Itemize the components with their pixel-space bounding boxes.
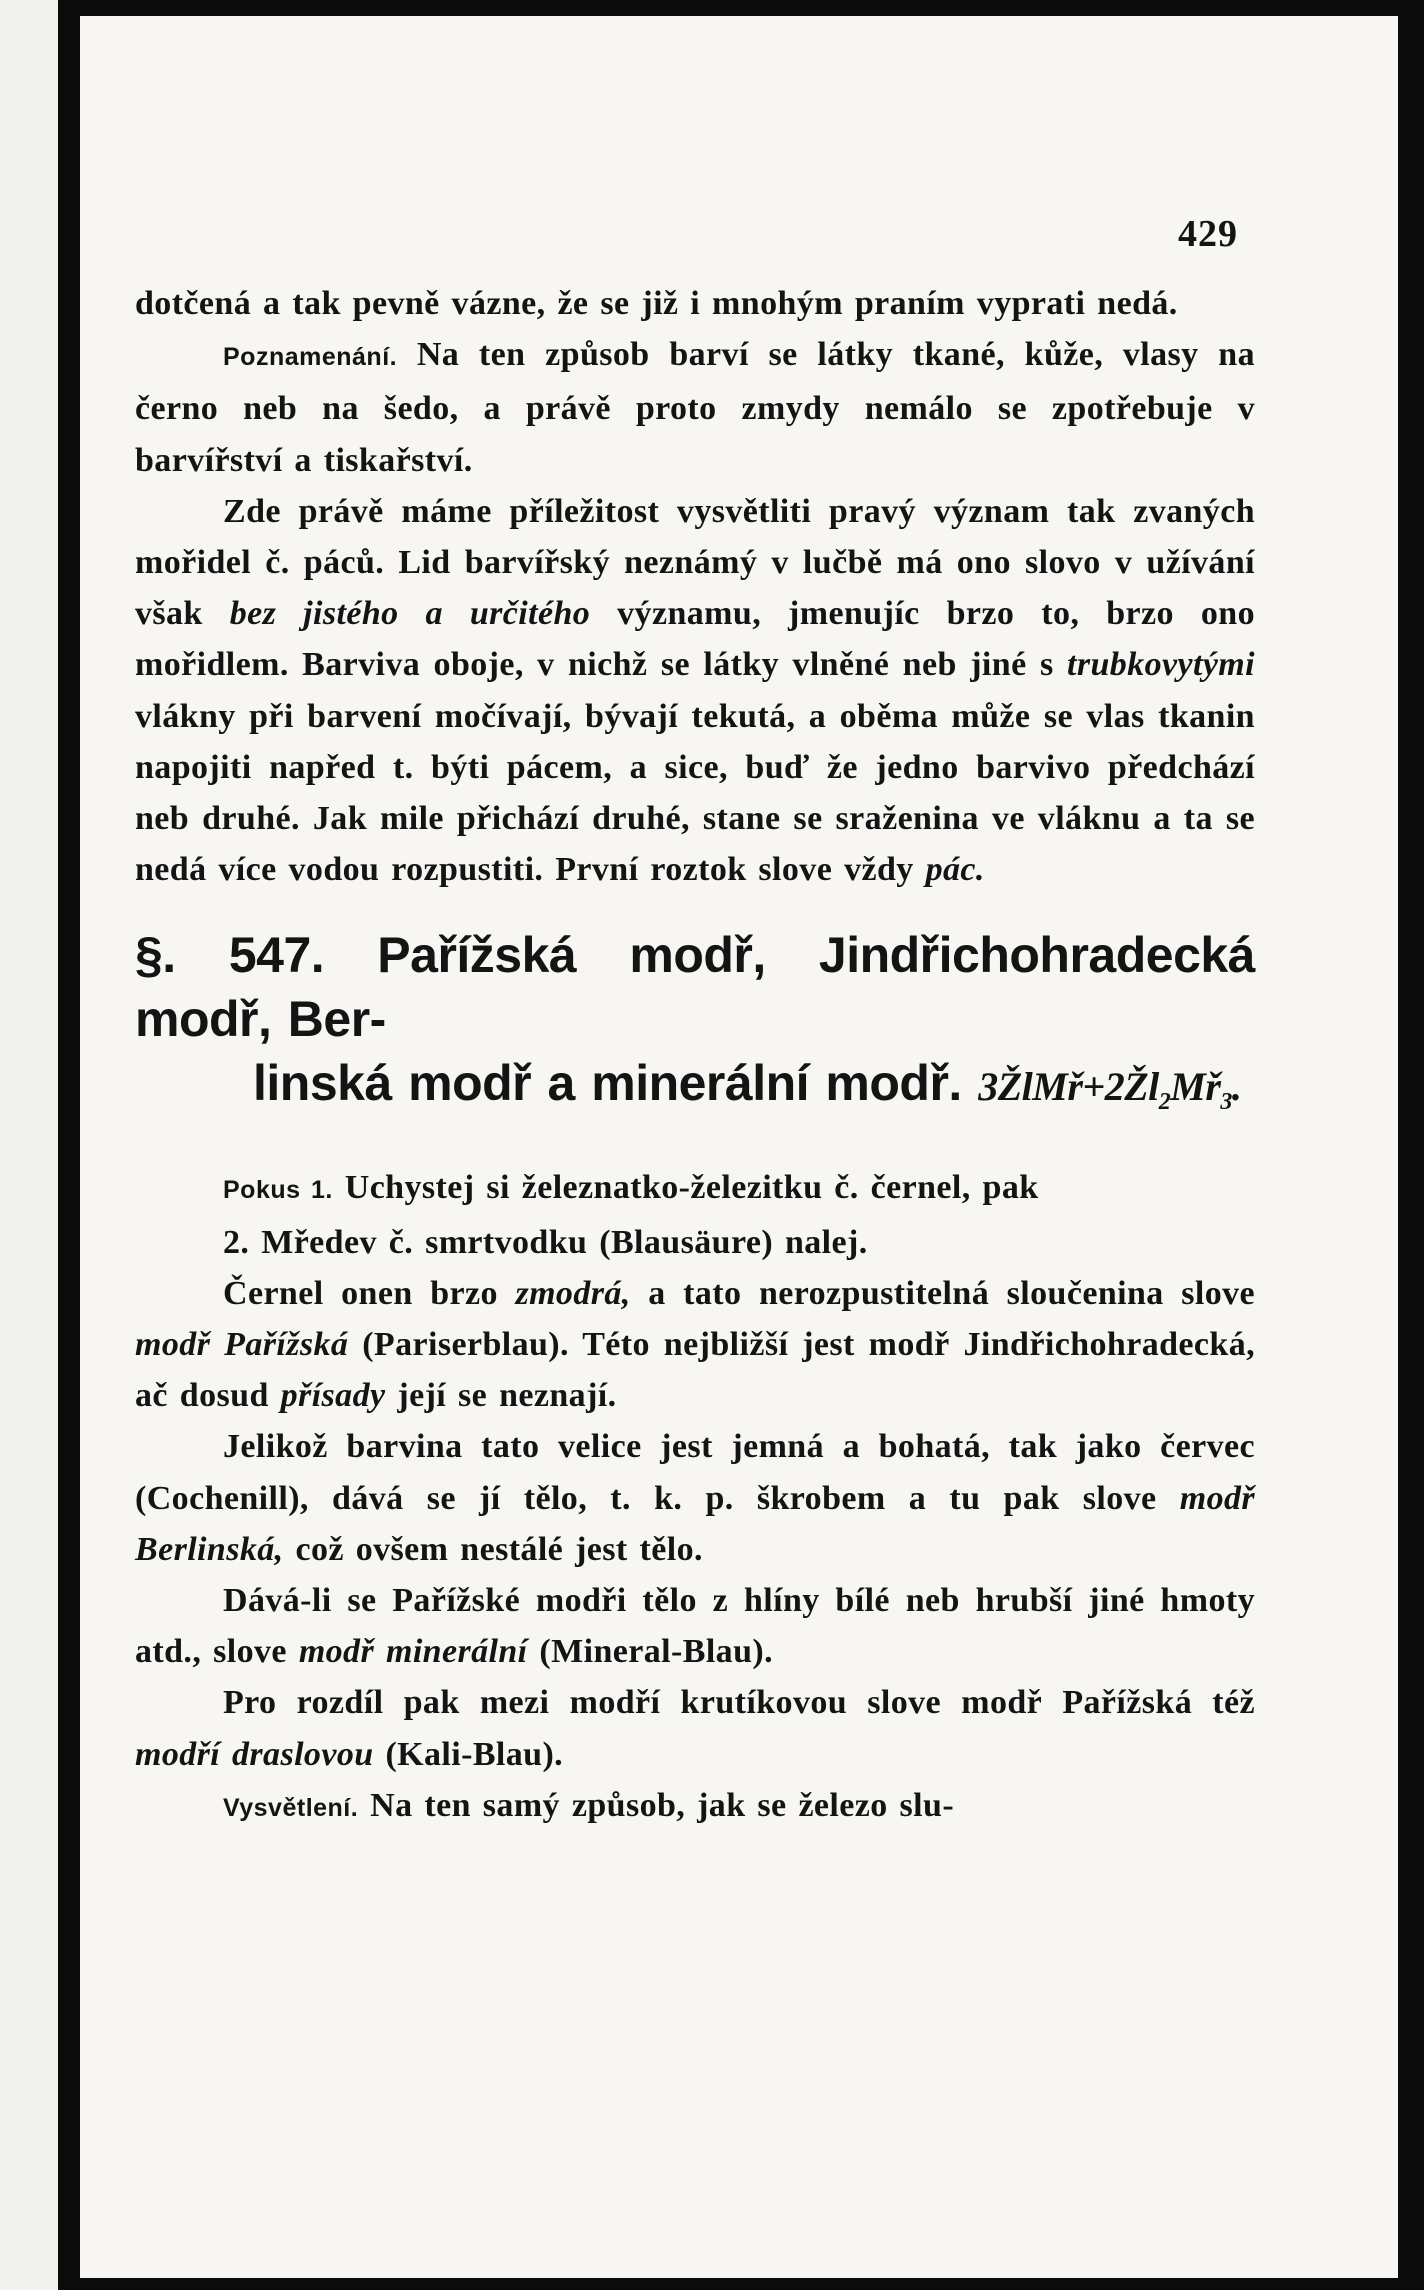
- emphasis: bez jistého a určitého: [229, 595, 591, 633]
- page-body: [135, 278, 1255, 1834]
- text-run: Dává-li se Pařížské modři tělo z hlíny bílé neb hrubší jiné hmoty atd., slove: [135, 1582, 1255, 1671]
- formula-part: .: [1231, 1064, 1242, 1110]
- section-title-line2: linská modř a minerální modř.: [253, 1055, 962, 1112]
- mordant-paragraph: [135, 486, 1255, 896]
- section-title-line1: Pařížská modř, Jindřichohradecká modř, Ber-: [135, 927, 1255, 1048]
- paris-blue-paragraph: [135, 1268, 1255, 1422]
- book-page: [80, 16, 1398, 2278]
- explanation-paragraph: [135, 1780, 1255, 1834]
- chemical-formula: [978, 1064, 1242, 1116]
- previous-page-edge: [0, 0, 58, 2290]
- experiment-label: Pokus 1.: [223, 1176, 333, 1205]
- experiment-text: Uchystej si železnatko-železitku č. černel, pak: [344, 1169, 1039, 1207]
- text-run: (Pariserblau). Této nejbližší jest modř Jindřichohradecká, ač dosud: [135, 1326, 1255, 1415]
- page-number: 429: [1178, 213, 1238, 255]
- berlin-blue-paragraph: [135, 1421, 1255, 1575]
- emphasis: zmodrá,: [515, 1274, 631, 1312]
- formula-part: Mř: [1170, 1064, 1221, 1110]
- step-2-paragraph: 2. Mředev č. smrtvodku (Blausäure) nalej.: [223, 1223, 868, 1261]
- text-run: Černel onen brzo: [223, 1274, 516, 1312]
- formula-subscript: 2: [1158, 1089, 1171, 1116]
- text-run: Zde právě máme příležitost vysvětliti pravý význam tak zvaných mořidel č. páců. Lid barvířský neznámý v lučbě má ono slovo v užívání však: [135, 492, 1255, 633]
- note-paragraph: [135, 329, 1255, 486]
- text-run: Pro rozdíl pak mezi modří krutíkovou slove modř Pařížská též: [223, 1684, 1255, 1722]
- formula-subscript: 3: [1220, 1089, 1232, 1116]
- explanation-label: Vysvětlení.: [223, 1793, 359, 1822]
- section-number: §. 547.: [135, 927, 325, 984]
- explanation-text: Na ten samý způsob, jak se železo slu-: [370, 1786, 955, 1824]
- text-run: (Kali-Blau).: [373, 1735, 564, 1773]
- formula-part: 3ŽlMř+2Žl: [978, 1064, 1159, 1110]
- text-run: její se neznají.: [385, 1377, 617, 1415]
- potash-blue-paragraph: [135, 1677, 1255, 1779]
- emphasis: modří draslovou: [135, 1735, 374, 1773]
- text-run: Jelikož barvina tato velice jest jemná a bohatá, tak jako červec (Cochenill), dává se jí tělo, t. k. p. škrobem a tu pak slove: [135, 1428, 1255, 1517]
- text-run: a tato nerozpustitelná sloučenina slove: [630, 1274, 1255, 1312]
- emphasis: modř Berlinská,: [135, 1479, 1255, 1568]
- text-run: vlákny při barvení močívají, bývají tekutá, a oběma může se vlas tkanin napojiti napřed t. býti pácem, a sice, buď že jedno barvivo předchází neb druhé. Jak mile přichází druhé, stane se sraženina ve vláknu a ta se nedá více vodou rozpustiti. První roztok slove vždy: [135, 697, 1255, 889]
- note-label: Poznamenání.: [223, 343, 398, 372]
- emphasis: trubkovytými: [1067, 646, 1255, 684]
- paragraph-continuation: dotčená a tak pevně vázne, že se již i mnohým praním vyprati nedá.: [135, 285, 1178, 322]
- emphasis: přísady: [280, 1377, 386, 1415]
- mineral-blue-paragraph: [135, 1575, 1255, 1677]
- text-run: (Mineral-Blau).: [527, 1633, 774, 1671]
- note-text: Na ten způsob barví se látky tkané, kůže, vlasy na černo neb na šedo, a právě proto zmydy nemálo se zpotřebuje v barvířství a tiskařství.: [135, 336, 1255, 479]
- experiment-paragraph: [135, 1162, 1255, 1216]
- emphasis: pác.: [925, 851, 985, 889]
- section-heading: [135, 923, 1255, 1134]
- emphasis: modř Pařížská: [135, 1326, 349, 1364]
- text-run: což ovšem nestálé jest tělo.: [283, 1530, 703, 1568]
- emphasis: modř minerální: [298, 1633, 528, 1671]
- text-run: významu, jmenujíc brzo to, brzo ono mořidlem. Barviva oboje, v nichž se látky vlněné neb jiné s: [135, 595, 1255, 684]
